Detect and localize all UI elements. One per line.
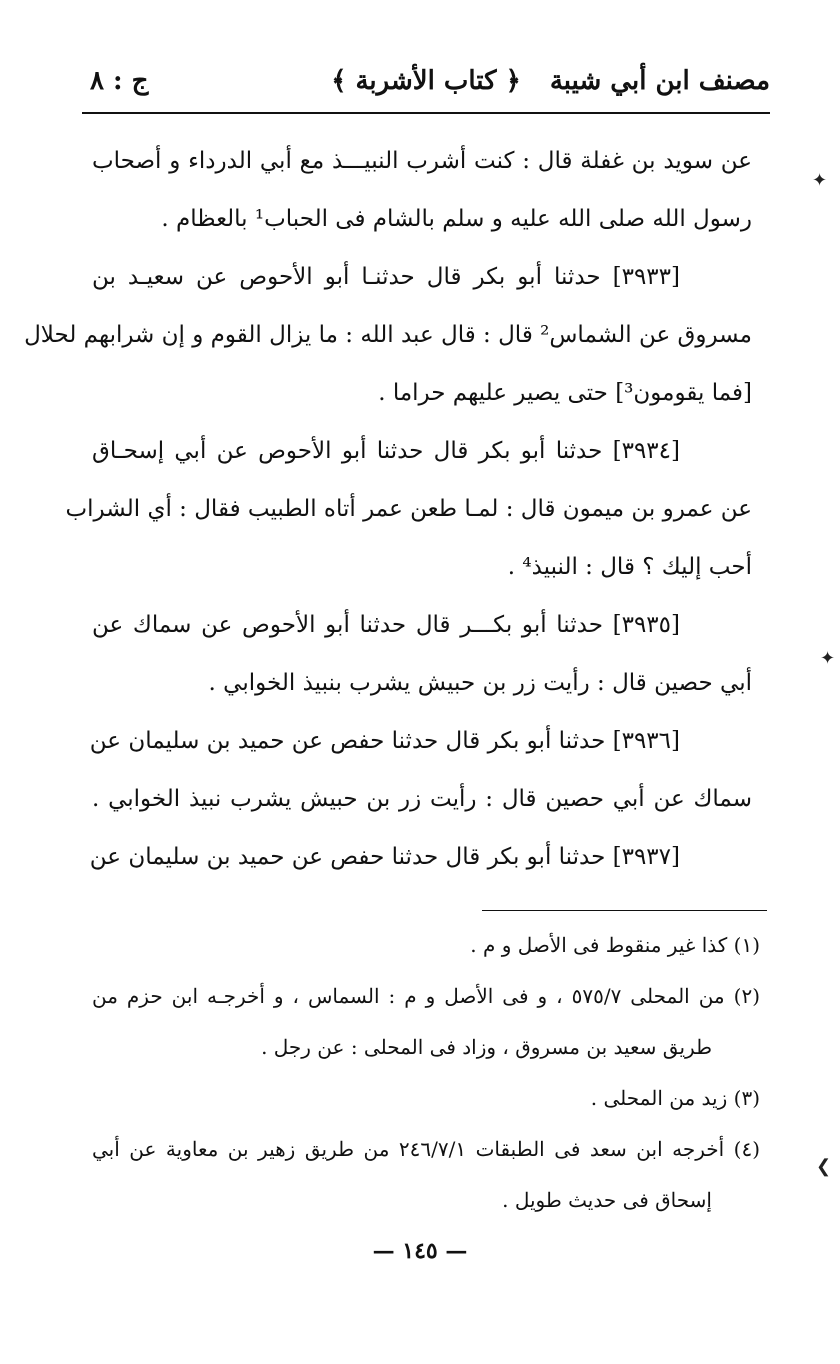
running-header [82,62,770,112]
book-title: مصنف ابن أبي شيبة [549,66,770,96]
footnotes [92,920,760,1226]
text-line: سماك عن أبي حصين قال : رأيت زر بن حبيش يشرب نبيذ الخوابي . [92,786,752,812]
hadith-heading-line: [٣٩٣٥] حدثنا أبو بكـــر قال حدثنا أبو الأحوص عن سماك عن [92,612,680,638]
text-line: أحب إليك ؟ قال : النبيذ⁴ . [507,554,752,580]
footnote-line: (٤) أخرجه ابن سعد فى الطبقات ٢٤٦/٧/١ من طريق زهير بن معاوية عن أبي [92,1137,761,1161]
margin-mark-icon: ✦ [820,648,836,669]
hadith-heading-line: [٣٩٣٧] حدثنا أبو بكر قال حدثنا حفص عن حميد بن سليمان عن [89,844,680,870]
footnote-line: (٣) زيد من المحلى . [590,1086,760,1110]
header-rule [82,112,770,114]
footnote-line: (٢) من المحلى ٥٧٥/٧ ، و فى الأصل و م : السماس ، و أخرجـه ابن حزم من [92,984,760,1008]
footnote-line: (١) كذا غير منقوط فى الأصل و م . [470,933,760,957]
main-text [24,132,752,886]
text-line: رسول الله صلى الله عليه و سلم بالشام فى الحباب¹ بالعظام . [161,206,752,232]
volume-number: ج : ٨ [90,66,149,96]
margin-mark-icon: ❮ [816,1156,832,1177]
text-line: [فما يقومون³] حتى يصير عليهم حراما . [378,380,752,406]
hadith-heading-line: [٣٩٣٣] حدثنا أبو بكر قال حدثنـا أبو الأحوص عن سعيـد بن [92,264,680,290]
footnote-line: طريق سعيد بن مسروق ، وزاد فى المحلى : عن رجل . [261,1035,712,1059]
hadith-heading-line: [٣٩٣٤] حدثنا أبو بكر قال حدثنا أبو الأحوص عن أبي إسحـاق [92,438,680,464]
text-line: مسروق عن الشماس² قال : قال عبد الله : ما يزال القوم و إن شرابهم لحلال [24,322,752,348]
hadith-heading-line: [٣٩٣٦] حدثنا أبو بكر قال حدثنا حفص عن حميد بن سليمان عن [89,728,680,754]
footnote-line: إسحاق فى حديث طويل . [502,1188,712,1212]
chapter-title: ﴿ كتاب الأشربة ﴾ [331,66,521,96]
text-line: عن عمرو بن ميمون قال : لمـا طعن عمر أتاه الطبيب فقال : أي الشراب [65,496,752,522]
margin-mark-icon: ✦ [812,170,828,191]
text-line: عن سويد بن غفلة قال : كنت أشرب النبيـــذ مع أبي الدرداء و أصحاب [92,148,752,174]
footnote-rule [482,910,767,911]
page-number: — ١٤٥ — [372,1238,468,1264]
text-line: أبي حصين قال : رأيت زر بن حبيش يشرب بنبيذ الخوابي . [208,670,752,696]
